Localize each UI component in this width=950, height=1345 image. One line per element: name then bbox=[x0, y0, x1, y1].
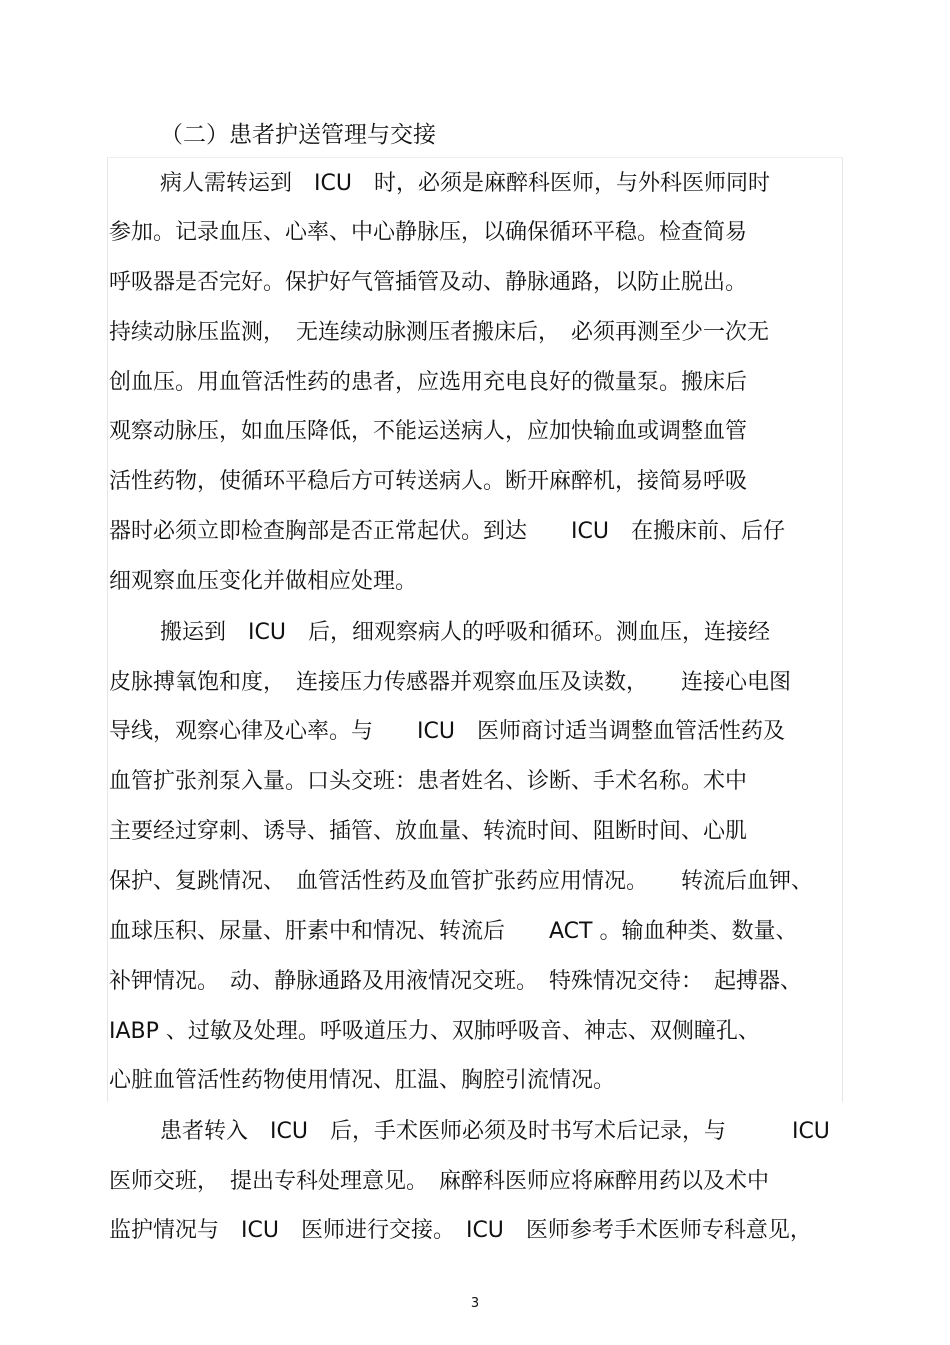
paragraph-line: 活性药物，使循环平稳后方可转送病人。断开麻醉机，接简易呼吸 bbox=[109, 469, 748, 494]
paragraph-line: 医师交班， 提出专科处理意见。 麻醉科医师应将麻醉用药以及术中 bbox=[109, 1169, 770, 1194]
paragraph-line: 血管扩张剂泵入量。口头交班：患者姓名、诊断、手术名称。术中 bbox=[109, 769, 748, 794]
paragraph-line: 患者转入 ICU 后，手术医师必须及时书写术后记录，与 ICU bbox=[160, 1119, 830, 1144]
paragraph-line: 细观察血压变化并做相应处理。 bbox=[109, 569, 418, 594]
paragraph-line: 创血压。用血管活性药的患者，应选用充电良好的微量泵。搬床后 bbox=[109, 370, 748, 395]
paragraph-line: 血球压积、尿量、肝素中和情况、转流后 ACT 。输血种类、数量、 bbox=[109, 919, 798, 944]
paragraph-line: 搬运到 ICU 后，细观察病人的呼吸和循环。测血压，连接经 bbox=[160, 620, 770, 645]
paragraph-line: 主要经过穿刺、诱导、插管、放血量、转流时间、阻断时间、心肌 bbox=[109, 819, 748, 844]
paragraph-line: 病人需转运到 ICU 时，必须是麻醉科医师，与外科医师同时 bbox=[160, 171, 770, 196]
page-number: 3 bbox=[470, 1296, 480, 1311]
paragraph-line: 监护情况与 ICU 医师进行交接。 ICU 医师参考手术医师专科意见， bbox=[109, 1218, 812, 1243]
paragraph-line: 导线，观察心律及心率。与 ICU 医师商讨适当调整血管活性药及 bbox=[109, 719, 785, 744]
paragraph-line: 保护、复跳情况、 血管活性药及血管扩张药应用情况。 转流后血钾、 bbox=[109, 869, 814, 894]
paragraph-line: 持续动脉压监测， 无连续动脉测压者搬床后， 必须再测至少一次无 bbox=[109, 320, 770, 345]
paragraph-line: 皮脉搏氧饱和度， 连接压力传感器并观察血压及读数， 连接心电图 bbox=[109, 670, 792, 695]
paragraph-line: 心脏血管活性药物使用情况、肛温、胸腔引流情况。 bbox=[109, 1068, 616, 1093]
paragraph-line: 补钾情况。 动、静脉通路及用液情况交班。 特殊情况交待： 起搏器、 bbox=[109, 969, 803, 994]
paragraph-line: IABP 、过敏及处理。呼吸道压力、双肺呼吸音、神志、双侧瞳孔、 bbox=[109, 1019, 760, 1044]
paragraph-line: 器时必须立即检查胸部是否正常起伏。到达 ICU 在搬床前、后仔 bbox=[109, 519, 785, 544]
section-heading: （二）患者护送管理与交接 bbox=[160, 122, 436, 148]
paragraph-line: 呼吸器是否完好。保护好气管插管及动、静脉通路，以防止脱出。 bbox=[109, 270, 748, 295]
paragraph-line: 参加。记录血压、心率、中心静脉压，以确保循环平稳。检查简易 bbox=[109, 220, 748, 245]
paragraph-line: 观察动脉压，如血压降低，不能运送病人，应加快输血或调整血管 bbox=[109, 419, 748, 444]
